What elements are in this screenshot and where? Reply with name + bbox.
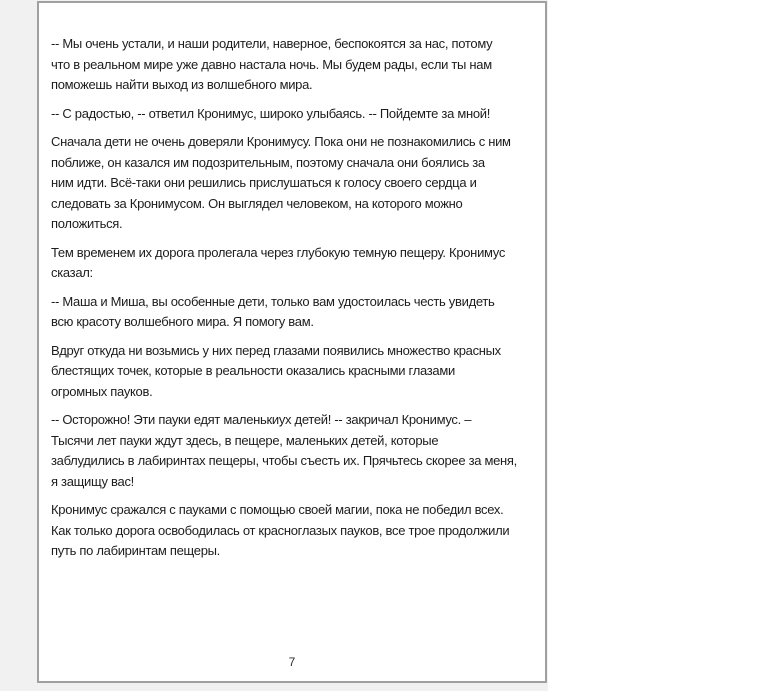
text-line: поможешь найти выход из волшебного мира. xyxy=(51,77,313,92)
text-line: я защищу вас! xyxy=(51,473,134,489)
text-line: ним идти. Всё-таки они решились прислушаться к голосу своего сердца и xyxy=(51,175,477,190)
paragraph xyxy=(51,243,543,284)
text-line: заблудились в лабиринтах пещеры, чтобы съесть их. Прячьтесь скорее за меня, xyxy=(51,453,517,468)
text-line: поближе, он казался им подозрительным, поэтому сначала они боялись за xyxy=(51,154,485,170)
text-line: Как только дорога освободилась от красноглазых пауков, все трое продолжили xyxy=(51,522,510,538)
text-line: огромных пауков. xyxy=(51,383,153,399)
text-line: блестящих точек, которые в реальности оказались красными глазами xyxy=(51,363,455,378)
document-page xyxy=(37,1,547,683)
paragraph xyxy=(51,34,543,96)
text-line: всю красоту волшебного мира. Я помогу вам. xyxy=(51,314,314,329)
text-line: -- Осторожно! Эти пауки едят маленькиух детей! -- закричал Кронимус. – xyxy=(51,412,472,427)
document-text xyxy=(51,34,543,570)
text-line: -- Маша и Миша, вы особенные дети, только вам удостоилась честь увидеть xyxy=(51,293,495,309)
text-line: -- С радостью, -- ответил Кронимус, широко улыбаясь. -- Пойдемте за мной! xyxy=(51,105,491,121)
text-line: Тысячи лет пауки ждут здесь, в пещере, маленьких детей, которые xyxy=(51,432,439,448)
text-line: положиться. xyxy=(51,216,123,231)
paragraph xyxy=(51,292,543,333)
text-line: Вдруг откуда ни возьмись у них перед глазами появились множество красных xyxy=(51,342,501,358)
paragraph xyxy=(51,410,543,492)
text-line: что в реальном мире уже давно настала ночь. Мы будем рады, если ты нам xyxy=(51,56,492,72)
text-line: Тем временем их дорога пролегала через глубокую темную пещеру. Кронимус xyxy=(51,244,506,260)
text-line: -- Мы очень устали, и наши родители, наверное, беспокоятся за нас, потому xyxy=(51,36,493,51)
paragraph xyxy=(51,500,543,562)
text-line: следовать за Кронимусом. Он выглядел человеком, на которого можно xyxy=(51,195,463,211)
text-line: Сначала дети не очень доверяли Кронимусу. Пока они не познакомились с ним xyxy=(51,134,511,149)
text-line: Кронимус сражался с пауками с помощью своей магии, пока не победил всех. xyxy=(51,502,504,517)
paragraph xyxy=(51,132,543,235)
paragraph xyxy=(51,104,543,125)
page-number: 7 xyxy=(288,655,296,669)
text-line: сказал: xyxy=(51,265,93,280)
paragraph xyxy=(51,341,543,403)
text-line: путь по лабиринтам пещеры. xyxy=(51,543,220,558)
